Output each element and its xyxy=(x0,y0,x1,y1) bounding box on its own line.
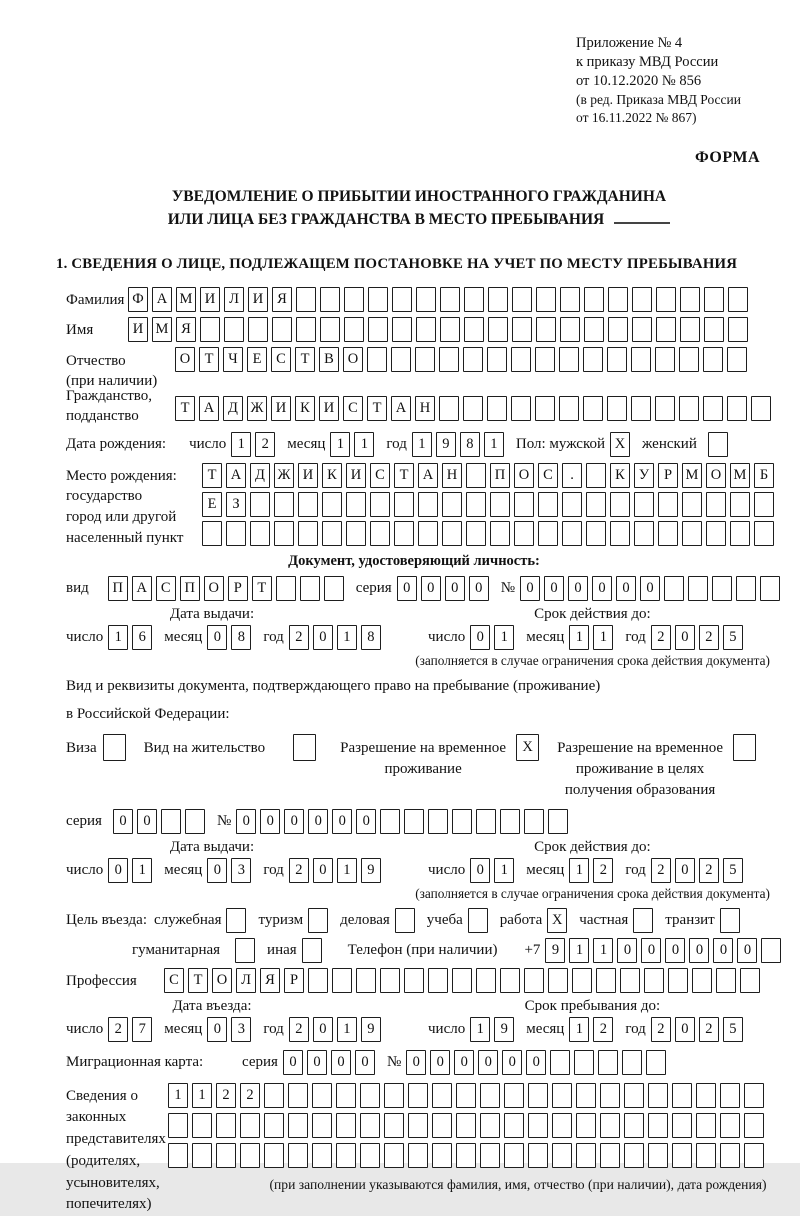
entry-month[interactable]: 0 3 xyxy=(207,1017,255,1042)
name-row xyxy=(66,317,772,342)
header-line: от 16.11.2022 № 867) xyxy=(576,109,772,127)
purpose-other-checkbox[interactable] xyxy=(302,938,326,963)
entry-dates: Дата въезда: число 2 7 месяц 0 3 год 2 0 1 9 Срок пребывания до: число 1 9 месяц 1 2 год 2 0 2 5 xyxy=(66,998,772,1042)
month-label: месяц xyxy=(279,432,330,453)
sex-label: Пол: мужской xyxy=(508,432,610,453)
section1-heading: 1. СВЕДЕНИЯ О ЛИЦЕ, ПОДЛЕЖАЩЕМ ПОСТАНОВКЕ НА УЧЕТ ПО МЕСТУ ПРЕБЫВАНИЯ xyxy=(56,256,772,273)
birthplace-labels: Место рождения: государство город или другой населенный пункт xyxy=(66,463,202,551)
residence-issue-month[interactable]: 0 3 xyxy=(207,858,255,883)
doc-type-label: вид xyxy=(66,576,94,597)
purpose-other-label: иная xyxy=(259,938,302,959)
form-title-line2: ИЛИ ЛИЦА БЕЗ ГРАЖДАНСТВА В МЕСТО ПРЕБЫВАНИЯ xyxy=(66,208,772,231)
purpose-row2 xyxy=(132,938,772,963)
phone-boxes[interactable]: 9 1 1 0 0 0 0 0 0 xyxy=(545,938,785,963)
migration-card-label: Миграционная карта: xyxy=(66,1050,234,1071)
doc-number-label: № xyxy=(493,576,520,597)
doc-type-boxes[interactable]: П А С П О Р Т xyxy=(108,576,348,601)
migration-number-boxes[interactable]: 0 0 0 0 0 0 xyxy=(406,1050,670,1075)
birth-year-boxes[interactable]: 1 9 8 1 xyxy=(412,432,508,457)
representatives-label: Сведения о законных представителях (родителях, усыновителях, попечителях) xyxy=(66,1083,168,1216)
surname-label: Фамилия xyxy=(66,287,128,310)
residence-issue-day[interactable]: 0 1 xyxy=(108,858,156,883)
citizenship-row xyxy=(66,382,772,427)
temp-residence-edu-label: Разрешение на временное проживание в целях получения образования xyxy=(557,734,723,801)
birthdate-label: Дата рождения: xyxy=(66,432,171,453)
citizenship-boxes[interactable]: Т А Д Ж И К И С Т А Н xyxy=(175,396,775,421)
stay-until-month[interactable]: 1 2 xyxy=(569,1017,617,1042)
residence-series-row xyxy=(66,809,772,834)
doc-issue-day[interactable]: 1 6 xyxy=(108,625,156,650)
residence-series-label: серия xyxy=(66,809,107,830)
identity-doc-heading: Документ, удостоверяющий личность: xyxy=(56,553,772,570)
header-line: Приложение № 4 xyxy=(576,34,772,53)
entry-year[interactable]: 2 0 1 9 xyxy=(289,1017,385,1042)
title-underline xyxy=(614,222,670,224)
day-label: число xyxy=(181,432,231,453)
identity-doc-dates: Дата выдачи: число 1 6 месяц 0 8 год 2 0 1 8 Срок действия до: число 0 1 месяц 1 1 год 2 0 2 5 xyxy=(66,606,772,650)
valid-until-title: Срок действия до: xyxy=(428,606,747,623)
identity-doc-row xyxy=(66,576,772,601)
temp-residence-edu-checkbox[interactable] xyxy=(733,734,760,761)
legal-header xyxy=(576,34,772,127)
surname-boxes[interactable]: Ф А М И Л И Я xyxy=(128,287,752,312)
birthplace-row1-boxes[interactable]: Т А Д Ж И К И С Т А Н П О С . К У Р М О М Б xyxy=(202,463,778,488)
representatives-note: (при заполнении указываются фамилия, имя, отчество (при наличии), дата рождения) xyxy=(264,1177,772,1193)
representatives-row1-boxes[interactable]: 1 1 2 2 xyxy=(168,1083,768,1108)
sex-female-label: женский xyxy=(634,432,702,453)
residence-number-label: № xyxy=(209,809,236,830)
purpose-row: Цель въезда: служебная туризм деловая учеба работа X частная транзит xyxy=(66,908,772,933)
representatives-row2-boxes[interactable] xyxy=(168,1113,768,1138)
birthplace-row3-boxes[interactable] xyxy=(202,521,778,546)
temp-residence-group xyxy=(340,734,543,780)
purpose-transit-checkbox[interactable] xyxy=(720,908,744,933)
header-line: от 10.12.2020 № 856 xyxy=(576,72,772,91)
residence-valid-month[interactable]: 1 2 xyxy=(569,858,617,883)
temp-residence-edu-group xyxy=(557,734,760,801)
birthplace-row2-boxes[interactable]: Е З xyxy=(202,492,778,517)
migration-series-boxes[interactable]: 0 0 0 0 xyxy=(283,1050,379,1075)
representatives-row3-boxes[interactable] xyxy=(168,1143,768,1168)
migration-series-label: серия xyxy=(234,1050,283,1071)
doc-issue-year[interactable]: 2 0 1 8 xyxy=(289,625,385,650)
purpose-label: Цель въезда: xyxy=(66,908,152,929)
residence-type-row xyxy=(66,734,772,801)
entry-day[interactable]: 2 7 xyxy=(108,1017,156,1042)
doc-valid-day[interactable]: 0 1 xyxy=(470,625,518,650)
purpose-private-checkbox[interactable] xyxy=(633,908,657,933)
form-title xyxy=(66,185,772,232)
representatives-block xyxy=(66,1083,772,1216)
residence-permit-label: Вид на жительство xyxy=(144,734,265,759)
birthplace-block xyxy=(66,463,772,551)
purpose-humanitarian-label: гуманитарная xyxy=(132,938,225,959)
residence-series-boxes[interactable]: 0 0 xyxy=(113,809,209,834)
profession-label: Профессия xyxy=(66,968,164,991)
header-line: к приказу МВД России xyxy=(576,53,772,72)
doc-number-boxes[interactable]: 0 0 0 0 0 0 xyxy=(520,576,784,601)
purpose-humanitarian-checkbox[interactable] xyxy=(235,938,259,963)
residence-valid-year[interactable]: 2 0 2 5 xyxy=(651,858,747,883)
validity-note: (заполняется в случае ограничения срока действия документа) xyxy=(66,886,770,902)
doc-series-label: серия xyxy=(348,576,397,597)
issue-date-title: Дата выдачи: xyxy=(66,606,428,623)
temp-residence-checkbox[interactable]: X xyxy=(516,734,543,761)
surname-row xyxy=(66,287,772,312)
sex-female-checkbox[interactable] xyxy=(708,432,732,457)
profession-boxes[interactable]: С Т О Л Я Р xyxy=(164,968,764,993)
doc-series-boxes[interactable]: 0 0 0 0 xyxy=(397,576,493,601)
name-label: Имя xyxy=(66,317,128,340)
phone-label: Телефон (при наличии) xyxy=(340,938,503,959)
citizenship-label: Гражданство, подданство xyxy=(66,382,175,427)
validity-note: (заполняется в случае ограничения срока действия документа) xyxy=(66,653,770,669)
stay-until-year[interactable]: 2 0 2 5 xyxy=(651,1017,747,1042)
sex-male-checkbox[interactable]: X xyxy=(610,432,634,457)
residence-issue-year[interactable]: 2 0 1 9 xyxy=(289,858,385,883)
forma-label: ФОРМА xyxy=(66,149,760,167)
phone-prefix: +7 xyxy=(516,938,545,959)
birthdate-row xyxy=(66,432,772,457)
residence-valid-day[interactable]: 0 1 xyxy=(470,858,518,883)
migration-number-label: № xyxy=(379,1050,406,1071)
header-line: (в ред. Приказа МВД России xyxy=(576,91,772,109)
doc-valid-month[interactable]: 1 1 xyxy=(569,625,617,650)
form-title-line1: УВЕДОМЛЕНИЕ О ПРИБЫТИИ ИНОСТРАННОГО ГРАЖДАНИНА xyxy=(66,185,772,208)
residence-permit-checkbox[interactable] xyxy=(293,734,320,761)
purpose-business-checkbox[interactable] xyxy=(395,908,419,933)
purpose-tourism-checkbox[interactable] xyxy=(308,908,332,933)
doc-valid-year[interactable]: 2 0 2 5 xyxy=(651,625,747,650)
doc-issue-month[interactable]: 0 8 xyxy=(207,625,255,650)
visa-label: Виза xyxy=(66,734,97,759)
visa-checkbox[interactable] xyxy=(103,734,130,761)
patronymic-boxes[interactable]: О Т Ч Е С Т В О xyxy=(175,347,751,372)
name-boxes[interactable]: И М Я xyxy=(128,317,752,342)
stay-until-day[interactable]: 1 9 xyxy=(470,1017,518,1042)
profession-row xyxy=(66,968,772,993)
purpose-business-trip-checkbox[interactable] xyxy=(226,908,250,933)
purpose-work-checkbox[interactable]: X xyxy=(547,908,571,933)
temp-residence-label: Разрешение на временное проживание xyxy=(340,734,506,780)
year-label: год xyxy=(378,432,411,453)
residence-permit-group xyxy=(144,734,320,761)
residence-number-boxes[interactable]: 0 0 0 0 0 0 xyxy=(236,809,572,834)
purpose-study-checkbox[interactable] xyxy=(468,908,492,933)
residence-doc-dates: Дата выдачи: число 0 1 месяц 0 3 год 2 0 1 9 Срок действия до: число 0 1 месяц 1 2 год 2 0 2 5 xyxy=(66,839,772,883)
migration-card-row xyxy=(66,1050,772,1075)
residence-doc-line1: Вид и реквизиты документа, подтверждающего право на пребывание (проживание) xyxy=(66,675,772,698)
residence-doc-line2: в Российской Федерации: xyxy=(66,703,772,726)
birth-month-boxes[interactable]: 1 1 xyxy=(330,432,378,457)
visa-group xyxy=(66,734,130,761)
patronymic-label: Отчество (при наличии) xyxy=(66,347,175,392)
birth-day-boxes[interactable]: 1 2 xyxy=(231,432,279,457)
